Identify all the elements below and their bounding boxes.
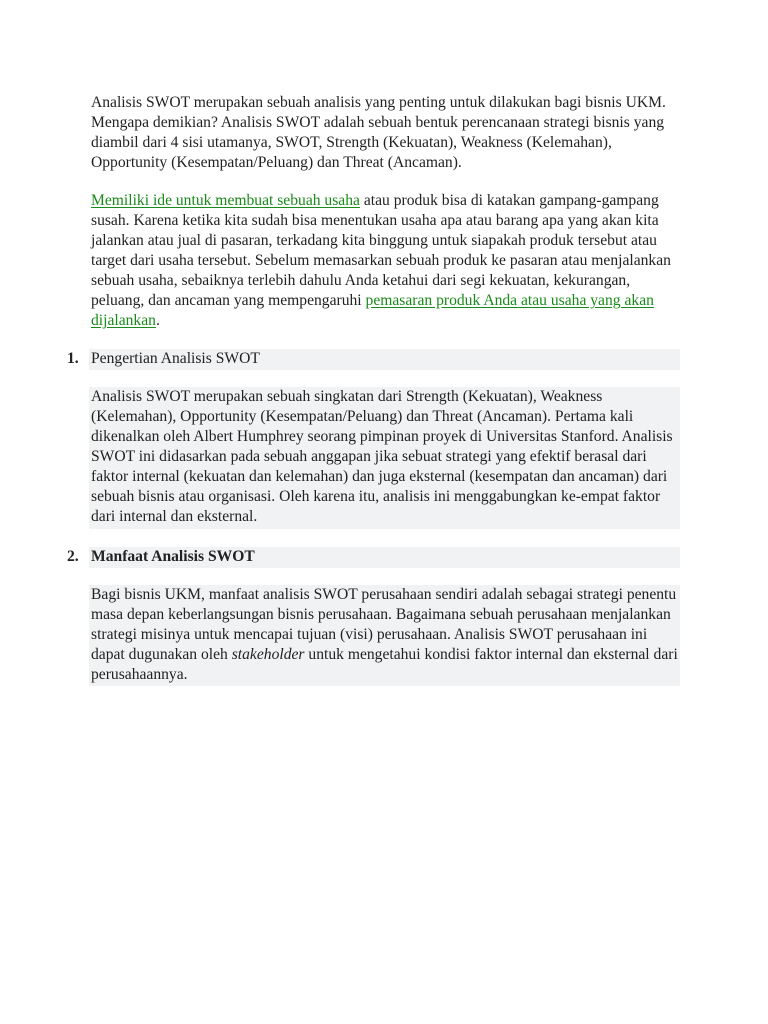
section-body-1: [89, 387, 680, 529]
section-heading-1: [60, 349, 680, 370]
second-paragraph-text: atau produk bisa di katakan gampang-gampang susah. Karena ketika kita sudah bisa menentukan usaha apa atau barang apa yang akan kita jalankan atau jual di pasaran, terkadang kita binggung untuk siapakah produk tersebut atau target dari usaha tersebut. Sebelum memasarkan sebuah produk ke pasaran atau menjalankan sebuah usaha, sebaiknya terlebih dahulu Anda ketahui dari segi kekuatan, kekurangan, peluang, dan ancaman yang mempengaruhi: [91, 192, 671, 309]
section-body-2: [89, 585, 680, 686]
section-heading-2: [60, 547, 680, 568]
section-number-1: 1.: [67, 350, 79, 367]
link-product-marketing[interactable]: pemasaran produk Anda atau usaha yang akan dijalankan: [91, 292, 654, 329]
section-body-2-part-2: untuk mengetahui kondisi faktor internal dan eksternal dari perusahaannya.: [91, 646, 678, 683]
section-title-1: Pengertian Analisis SWOT: [91, 350, 260, 367]
section-body-2-text: [89, 585, 680, 685]
second-paragraph-end: .: [155, 312, 160, 329]
second-paragraph: [91, 191, 681, 331]
section-body-2-part-1: Bagi bisnis UKM, manfaat analisis SWOT perusahaan sendiri adalah sebagai strategi penentu masa depan keberlangsungan bisnis perusahaan. Bagaimana sebuah perusahaan menjalankan strategi misinya untuk mencapai tujuan (visi) perusahaan. Analisis SWOT perusahaan ini dapat dugunakan oleh: [91, 586, 677, 663]
section-number-2: 2.: [67, 548, 79, 565]
section-body-1-text: Analisis SWOT merupakan sebuah singkatan dari Strength (Kekuatan), Weakness (Kelemahan), Opportunity (Kesempatan/Peluang) dan Threat (Ancaman). Pertama kali dikenalkan oleh Albert Humphrey seorang pimpinan proyek di Universitas Stanford. Analisis SWOT ini didasarkan pada sebuah anggapan jika sebuat strategi yang efektif berasal dari faktor internal (kekuatan dan kelemahan) dan juga eksternal (kesempatan dan ancaman) dari sebuah bisnis atau organisasi. Oleh karena itu, analisis ini menggabungkan ke-empat faktor dari internal dan eksternal.: [91, 388, 673, 525]
intro-paragraph: Analisis SWOT merupakan sebuah analisis yang penting untuk dilakukan bagi bisnis UKM. Mengapa demikian? Analisis SWOT adalah sebuah bentuk perencanaan strategi bisnis yang diambil dari 4 sisi utamanya, SWOT, Strength (Kekuatan), Weakness (Kelemahan), Opportunity (Kesempatan/Peluang) dan Threat (Ancaman).: [91, 94, 666, 171]
link-business-idea[interactable]: Memiliki ide untuk membuat sebuah usaha: [91, 192, 360, 209]
section-body-2-italic: stakeholder: [231, 646, 305, 663]
section-title-2: Manfaat Analisis SWOT: [91, 548, 255, 565]
